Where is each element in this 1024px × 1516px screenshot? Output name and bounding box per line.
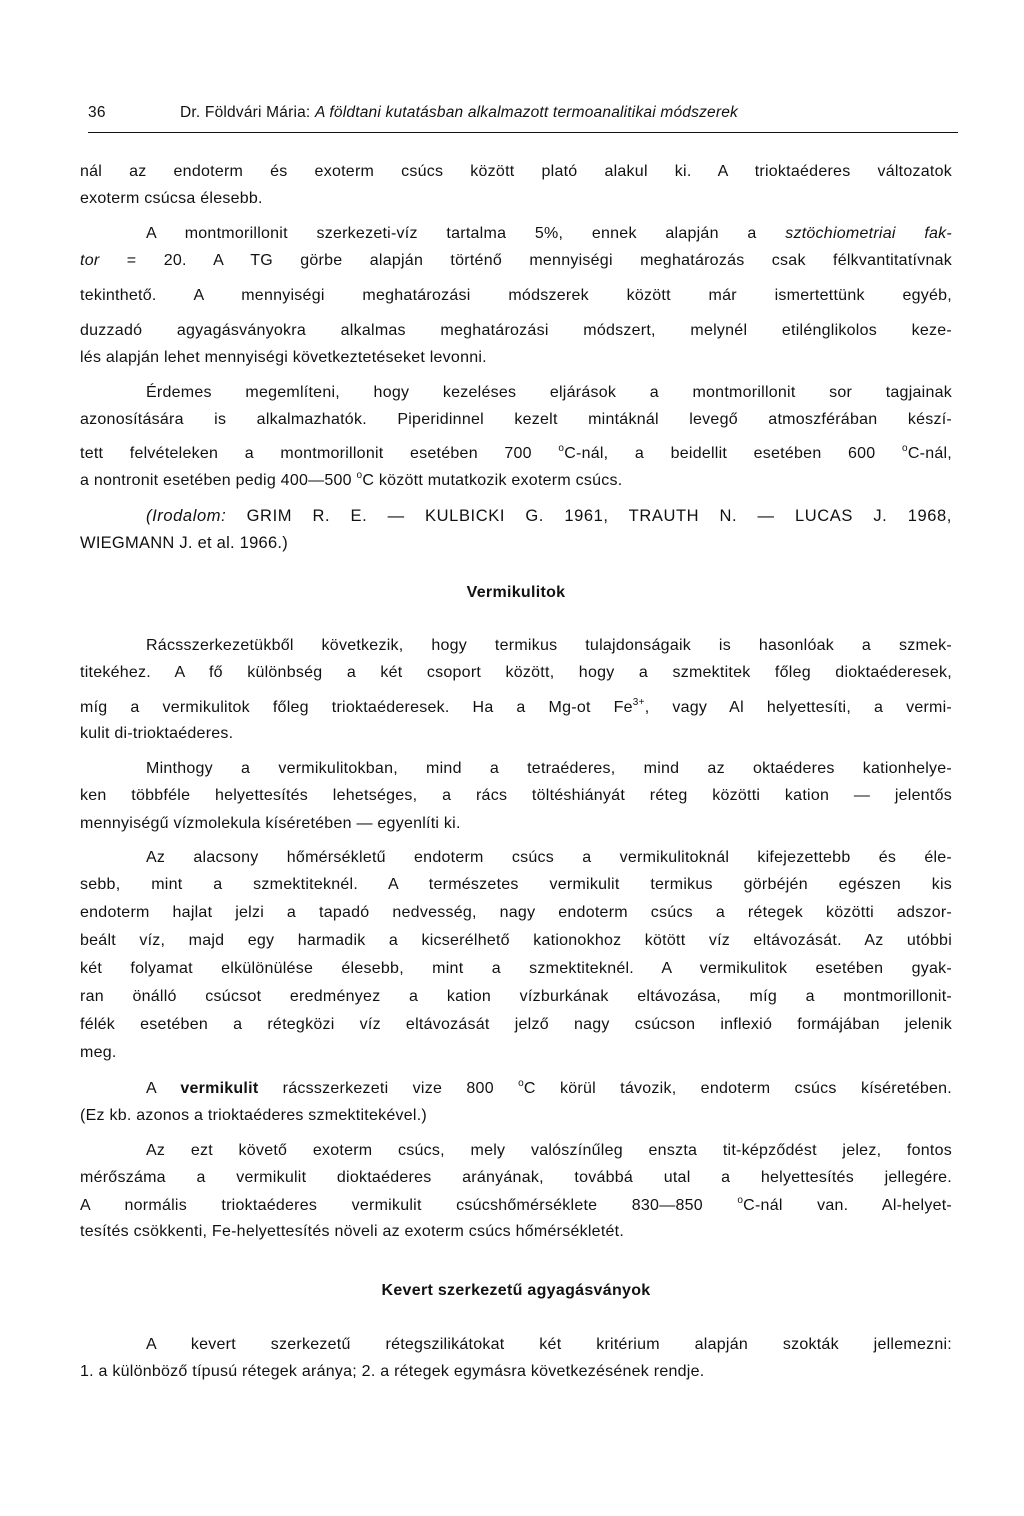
text-line: duzzadó agyagásványokra alkalmas meghatározási módszert, melynél etilénglikolos keze- <box>80 322 952 339</box>
text-line: endoterm hajlat jelzi a tapadó nedvesség, nagy endoterm csúcs a rétegek közötti adszor- <box>80 904 952 921</box>
text-line: A normális trioktaéderes vermikulit csúcshőmérséklete 830—850 $^o$C-nál van. Al-helyet- <box>80 1195 952 1214</box>
text-line: kulit di-trioktaéderes. <box>80 725 234 742</box>
header-author: Dr. Földvári Mária: <box>180 104 311 121</box>
text-line: meg. <box>80 1044 117 1061</box>
text-line: 1. a különböző típusú rétegek aránya; 2. a rétegek egymásra következésének rendje. <box>80 1363 705 1380</box>
page-number: 36 <box>88 104 106 121</box>
text-line: tesítés csökkenti, Fe-helyettesítés növeli az exoterm csúcs hőmérsékletét. <box>80 1223 625 1240</box>
text-line: titekéhez. A fő különbség a két csoport között, hogy a szmektitek főleg dioktaéderesek, <box>80 664 952 681</box>
text-line: míg a vermikulitok főleg trioktaéderesek. Ha a Mg-ot $Fe^{3+}$, vagy Al helyettesíti, a vermi- <box>80 697 953 716</box>
text-line: tor = 20. A TG görbe alapján történő mennyiségi meghatározás csak félkvantitatívnak <box>80 252 953 269</box>
text-line: nál az endoterm és exoterm csúcs között plató alakul ki. A trioktaéderes változatok <box>80 163 952 180</box>
section-heading-vermikulitok: Vermikulitok <box>466 584 566 601</box>
text-line: a nontronit esetében pedig 400—500 $^o$C között mutatkozik exoterm csúcs. <box>80 470 623 489</box>
text-line: beált víz, majd egy harmadik a kicserélhető kationokhoz kötött víz eltávozását. Az utóbbi <box>80 932 952 949</box>
text-line: ken többféle helyettesítés lehetséges, a rács töltéshiányát réteg közötti kation — jelentős <box>80 787 952 804</box>
text-line: A kevert szerkezetű rétegszilikátokat két kritérium alapján szokták jellemezni: <box>146 1336 952 1353</box>
text-line: lés alapján lehet mennyiségi következtetéseket levonni. <box>80 349 487 366</box>
text-line: ran önálló csúcsot eredményez a kation vízburkának eltávozása, míg a montmorillonit- <box>80 988 952 1005</box>
text-line: tekinthető. A mennyiségi meghatározási módszerek között már ismertettünk egyéb, <box>80 287 952 304</box>
text-line: mérőszáma a vermikulit dioktaéderes arányának, továbbá utal a helyettesítés jellegére. <box>80 1169 952 1186</box>
header-title: A földtani kutatásban alkalmazott termoanalitikai módszerek <box>314 104 738 121</box>
section-heading-kevert: Kevert szerkezetű agyagásványok <box>381 1282 651 1299</box>
text-line: A montmorillonit szerkezeti-víz tartalma 5%, ennek alapján a sztöchiometriai fak- <box>146 225 952 242</box>
text-line: félék esetében a rétegközi víz eltávozását jelző nagy csúcson inflexió formájában jelenik <box>80 1016 952 1033</box>
text-line: (Ez kb. azonos a trioktaéderes szmektitekével.) <box>80 1107 427 1124</box>
text-line: azonosítására is alkalmazhatók. Piperidinnel kezelt mintáknál levegő atmoszférában készí- <box>80 411 952 428</box>
text-line: Az alacsony hőmérsékletű endoterm csúcs a vermikulitoknál kifejezettebb és éle- <box>146 849 952 866</box>
text-line: mennyiségű vízmolekula kíséretében — egyenlíti ki. <box>80 815 461 832</box>
text-line: A vermikulit rácsszerkezeti vize 800 $^o$C körül távozik, endoterm csúcs kíséretében. <box>146 1078 952 1097</box>
text-line: (Irodalom: GRIM R. E. — KULBICKI G. 1961, TRAUTH N. — LUCAS J. 1968, <box>146 507 952 525</box>
text-line: két folyamat elkülönülése élesebb, mint a szmektiteknél. A vermikulitok esetében gyak- <box>80 960 952 977</box>
text-line: Minthogy a vermikulitokban, mind a tetraéderes, mind az oktaéderes kationhelye- <box>146 760 952 777</box>
text-line: exoterm csúcsa élesebb. <box>80 190 263 207</box>
text-line: sebb, mint a szmektiteknél. A természetes vermikulit termikus görbéjén egészen kis <box>80 876 952 893</box>
text-line: Érdemes megemlíteni, hogy kezeléses eljárások a montmorillonit sor tagjainak <box>146 384 952 401</box>
text-line: WIEGMANN J. et al. 1966.) <box>80 534 288 552</box>
text-line: tett felvételeken a montmorillonit esetében 700 $^o$C-nál, a beidellit esetében 600 $^o$C-nál, <box>80 443 952 462</box>
text-line: Rácsszerkezetükből következik, hogy termikus tulajdonságaik is hasonlóak a szmek- <box>146 637 952 654</box>
text-line: Az ezt követő exoterm csúcs, mely valószínűleg enszta tit-képződést jelez, fontos <box>146 1142 952 1159</box>
header-rule <box>88 132 958 133</box>
running-header <box>88 104 958 122</box>
